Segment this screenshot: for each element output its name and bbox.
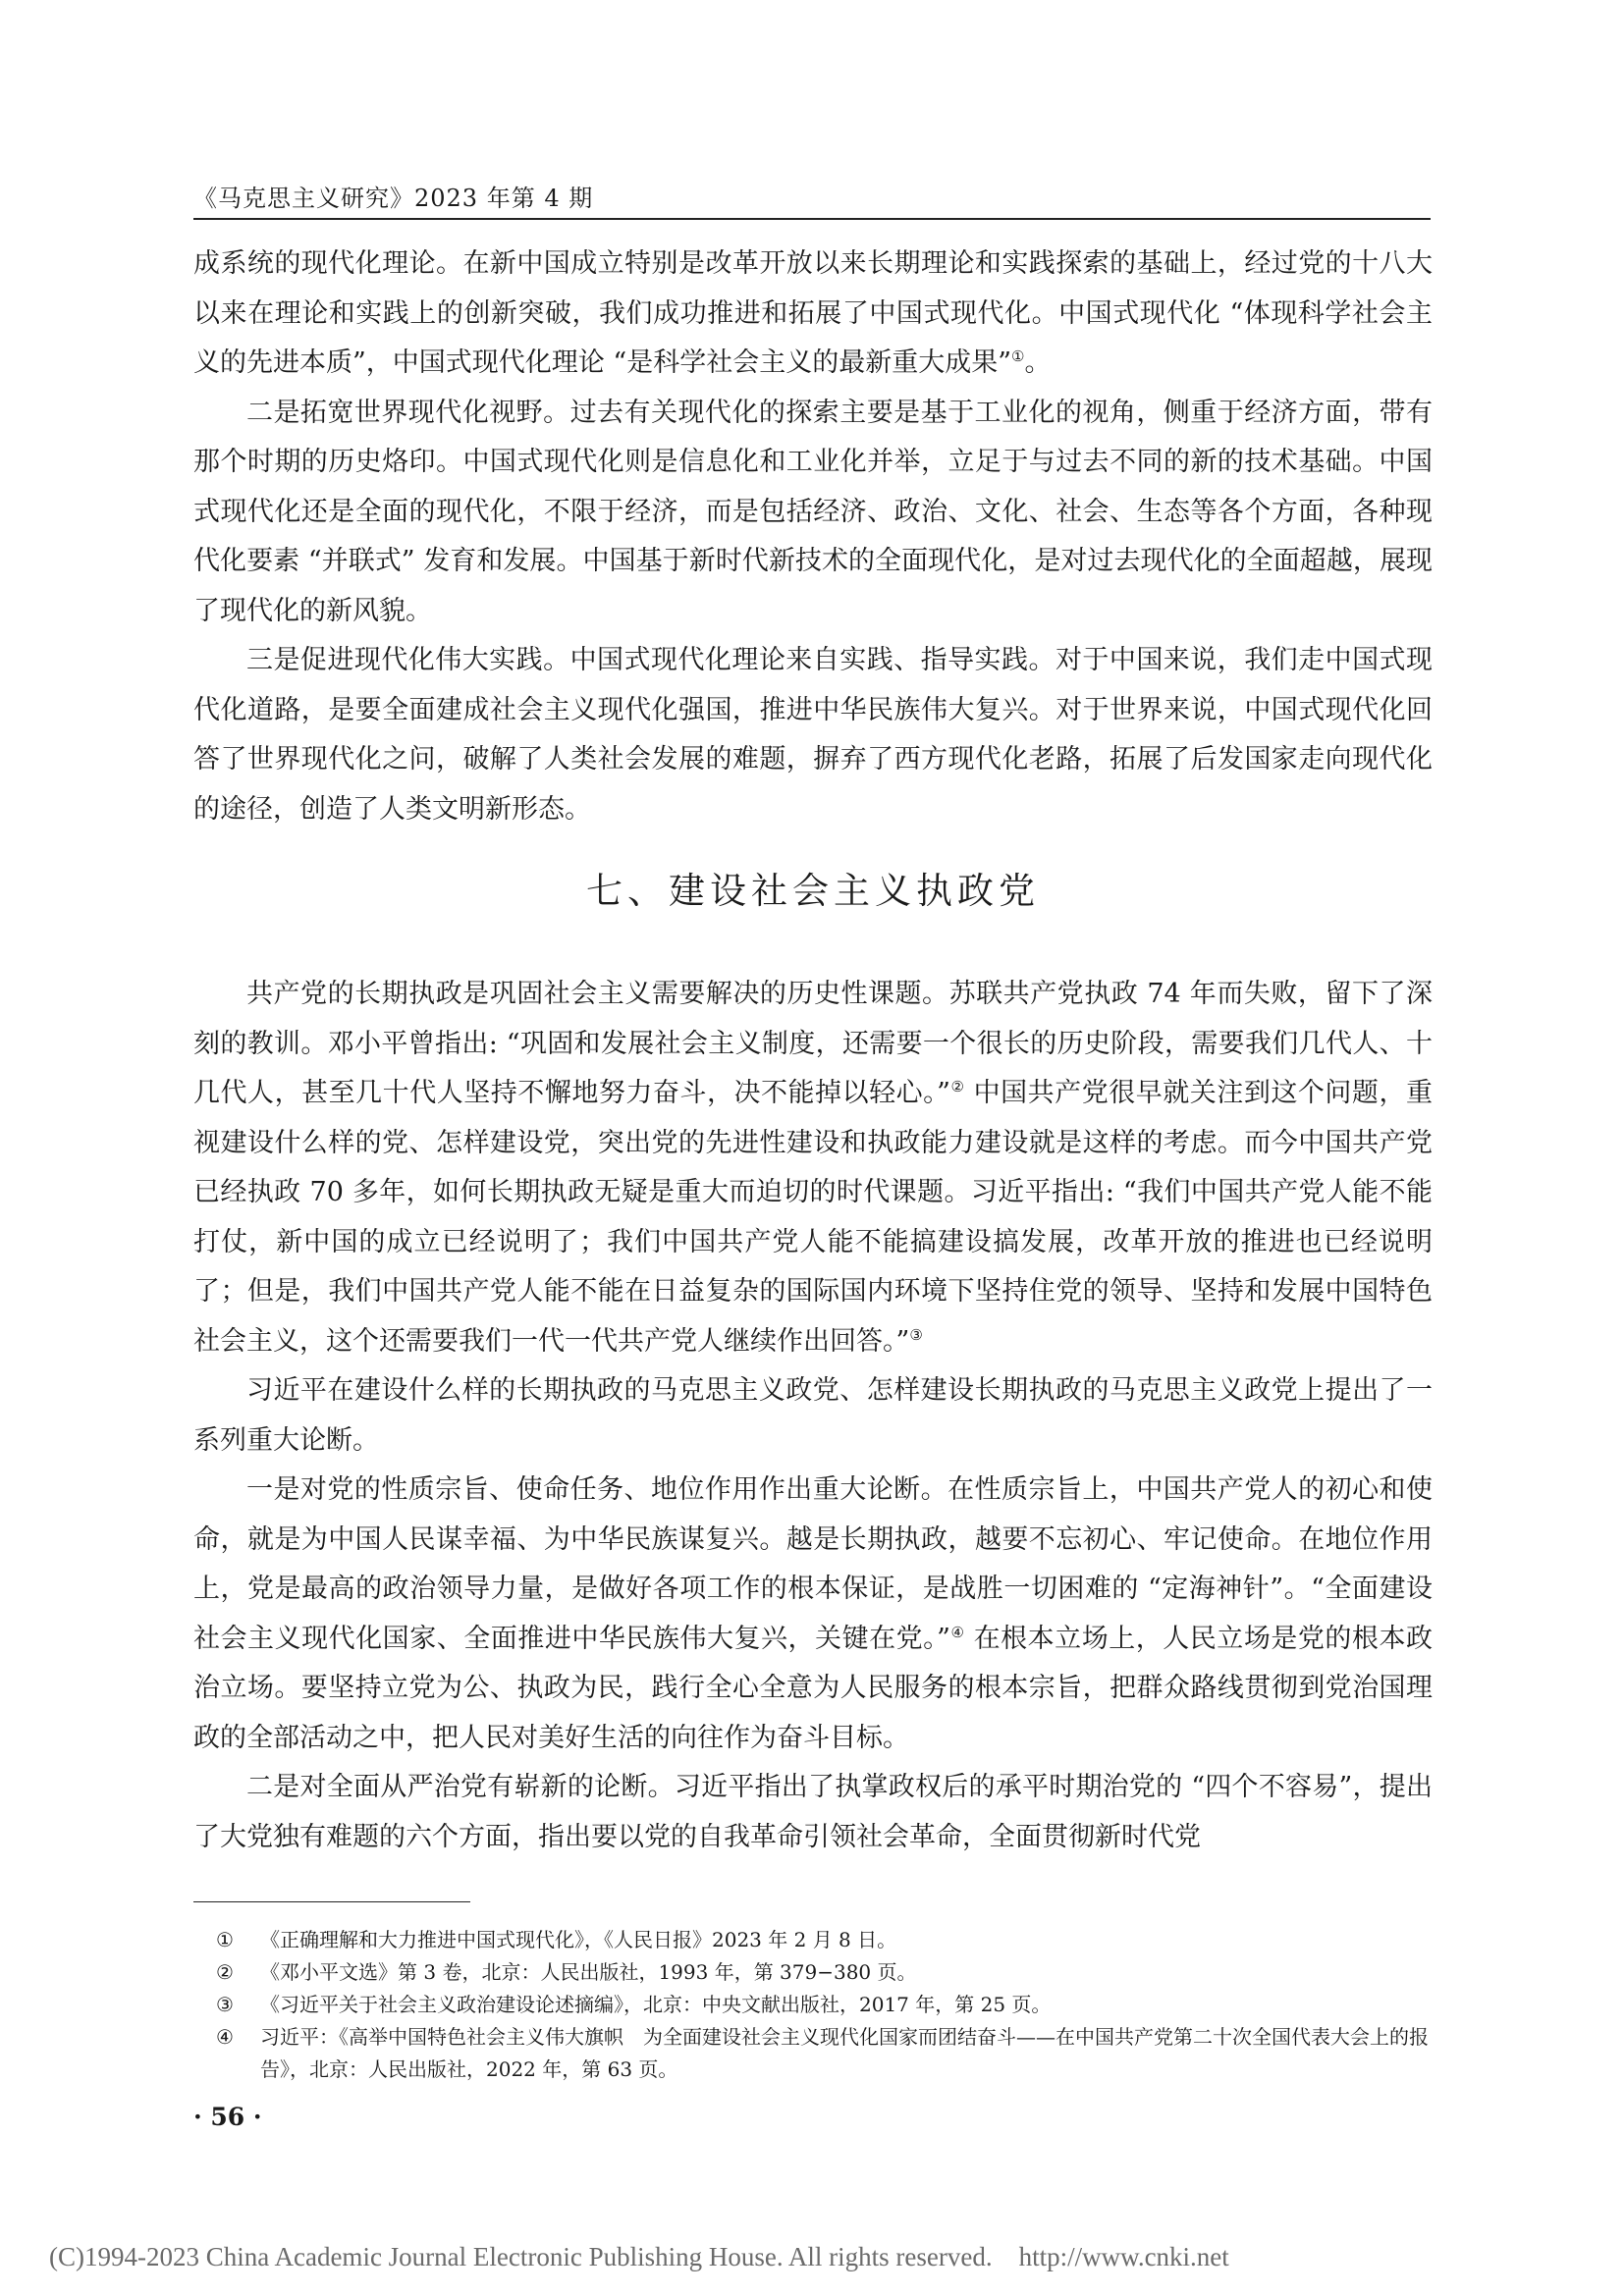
footnote-item [216, 2021, 1434, 2086]
body-paragraph [193, 636, 1433, 834]
paragraph-text: 三是促进现代化伟大实践。中国式现代化理论来自实践、指导实践。对于中国来说，我们走中国式现代化道路，是要全面建成社会主义现代化强国，推进中华民族伟大复兴。对于世界来说，中国式现代化回答了世界现代化之问，破解了人类社会发展的难题，摒弃了西方现代化老路，拓展了后发国家走向现代化的途径，创造了人类文明新形态。 [193, 645, 1433, 825]
footnote-mark: ② [949, 1078, 965, 1095]
article-body [193, 240, 1433, 1862]
paragraph-text: 中国共产党很早就关注到这个问题，重视建设什么样的党、怎样建设党，突出党的先进性建设和执政能力建设就是这样的考虑。而今中国共产党已经执政 70 多年，如何长期执政无疑是重大而迫切的时代课题。习近平指出: “我们中国共产党人能不能打仗，新中国的成立已经说明了；我们中国共产党人能不能搞建设搞发展，改革开放的推进也已经说明了；但是，我们中国共产党人能不能在日益复杂的国际国内环境下坚持住党的领导、坚持和发展中国特色社会主义，这个还需要我们一代一代共产党人继续作出回答。” [193, 1078, 1433, 1357]
footnote-number: ④ [216, 2025, 234, 2049]
footnote-text: 《习近平关于社会主义政治建设论述摘编》，北京：中央文献出版社，2017 年，第 25 页。 [260, 1993, 1052, 2016]
page-number: · 56 · [193, 2103, 262, 2131]
body-paragraph [193, 970, 1433, 1366]
footnote-mark: ① [1011, 347, 1025, 365]
copyright-line: (C)1994-2023 China Academic Journal Electronic Publishing House. All rights reserved. http://www.cnki.net [49, 2242, 1229, 2271]
running-title: 《马克思主义研究》2023 年第 4 期 [193, 185, 594, 212]
paragraph-text: 二是对全面从严治党有崭新的论断。习近平指出了执掌政权后的承平时期治党的 “四个不容易”，提出了大党独有难题的六个方面，指出要以党的自我革命引领社会革命，全面贯彻新时代党 [193, 1772, 1433, 1852]
footnote-mark: ③ [909, 1325, 923, 1344]
footnote-number: ② [216, 1960, 234, 1984]
body-paragraph [193, 1366, 1433, 1466]
body-paragraph [193, 240, 1433, 389]
footnote-text: 习近平：《高举中国特色社会主义伟大旗帜 为全面建设社会主义现代化国家而团结奋斗——在中国共产党第二十次全国代表大会上的报告》，北京：人民出版社，2022 年，第 63 页。 [260, 2025, 1429, 2081]
paragraph-text: 成系统的现代化理论。在新中国成立特别是改革开放以来长期理论和实践探索的基础上，经过党的十八大以来在理论和实践上的创新突破，我们成功推进和拓展了中国式现代化。中国式现代化 “体现科学社会主义的先进本质”，中国式现代化理论 “是科学社会主义的最新重大成果” [193, 248, 1433, 378]
footnote-item [216, 1989, 1434, 2021]
paragraph-text: 二是拓宽世界现代化视野。过去有关现代化的探索主要是基于工业化的视角，侧重于经济方面，带有那个时期的历史烙印。中国式现代化则是信息化和工业化并举，立足于与过去不同的新的技术基础。中国式现代化还是全面的现代化，不限于经济，而是包括经济、政治、文化、社会、生态等各个方面，各种现代化要素 “并联式” 发育和发展。中国基于新时代新技术的全面现代化，是对过去现代化的全面超越，展现了现代化的新风貌。 [193, 397, 1433, 626]
footnote-item [216, 1956, 1434, 1989]
footnotes [216, 1924, 1434, 2086]
paragraph-text: 在根本立场上，人民立场是党的根本政治立场。要坚持立党为公、执政为民，践行全心全意为人民服务的根本宗旨，把群众路线贯彻到党治国理政的全部活动之中，把人民对美好生活的向往作为奋斗目标。 [193, 1623, 1433, 1753]
footnote-number: ① [216, 1928, 234, 1951]
footnote-number: ③ [216, 1993, 234, 2016]
paragraph-text: 习近平在建设什么样的长期执政的马克思主义政党、怎样建设长期执政的马克思主义政党上提出了一系列重大论断。 [193, 1375, 1433, 1456]
footnote-mark: ④ [949, 1623, 965, 1641]
paragraph-text: 共产党的长期执政是巩固社会主义需要解决的历史性课题。苏联共产党执政 74 年而失败，留下了深刻的教训。邓小平曾指出: “巩固和发展社会主义制度，还需要一个很长的历史阶段，需要我们几代人、十几代人，甚至几十代人坚持不懈地努力奋斗，决不能掉以轻心。” [193, 979, 1433, 1108]
body-paragraph [193, 389, 1433, 637]
footnote-item [216, 1924, 1434, 1956]
footnote-rule [193, 1901, 470, 1902]
paragraph-text: 一是对党的性质宗旨、使命任务、地位作用作出重大论断。在性质宗旨上，中国共产党人的初心和使命，就是为中国人民谋幸福、为中华民族谋复兴。越是长期执政，越要不忘初心、牢记使命。在地位作用上，党是最高的政治领导力量，是做好各项工作的根本保证，是战胜一切困难的 “定海神针”。“全面建设社会主义现代化国家、全面推进中华民族伟大复兴，关键在党。” [193, 1474, 1433, 1654]
footnote-text: 《正确理解和大力推进中国式现代化》，《人民日报》2023 年 2 月 8 日。 [260, 1928, 897, 1951]
footnote-text: 《邓小平文选》第 3 卷，北京：人民出版社，1993 年，第 379−380 页。 [260, 1960, 917, 1984]
header-rule [193, 218, 1431, 220]
paragraph-text: 。 [1024, 347, 1052, 378]
section-heading: 七、建设社会主义执政党 [586, 870, 1040, 912]
body-paragraph [193, 1763, 1433, 1862]
body-paragraph [193, 1466, 1433, 1763]
